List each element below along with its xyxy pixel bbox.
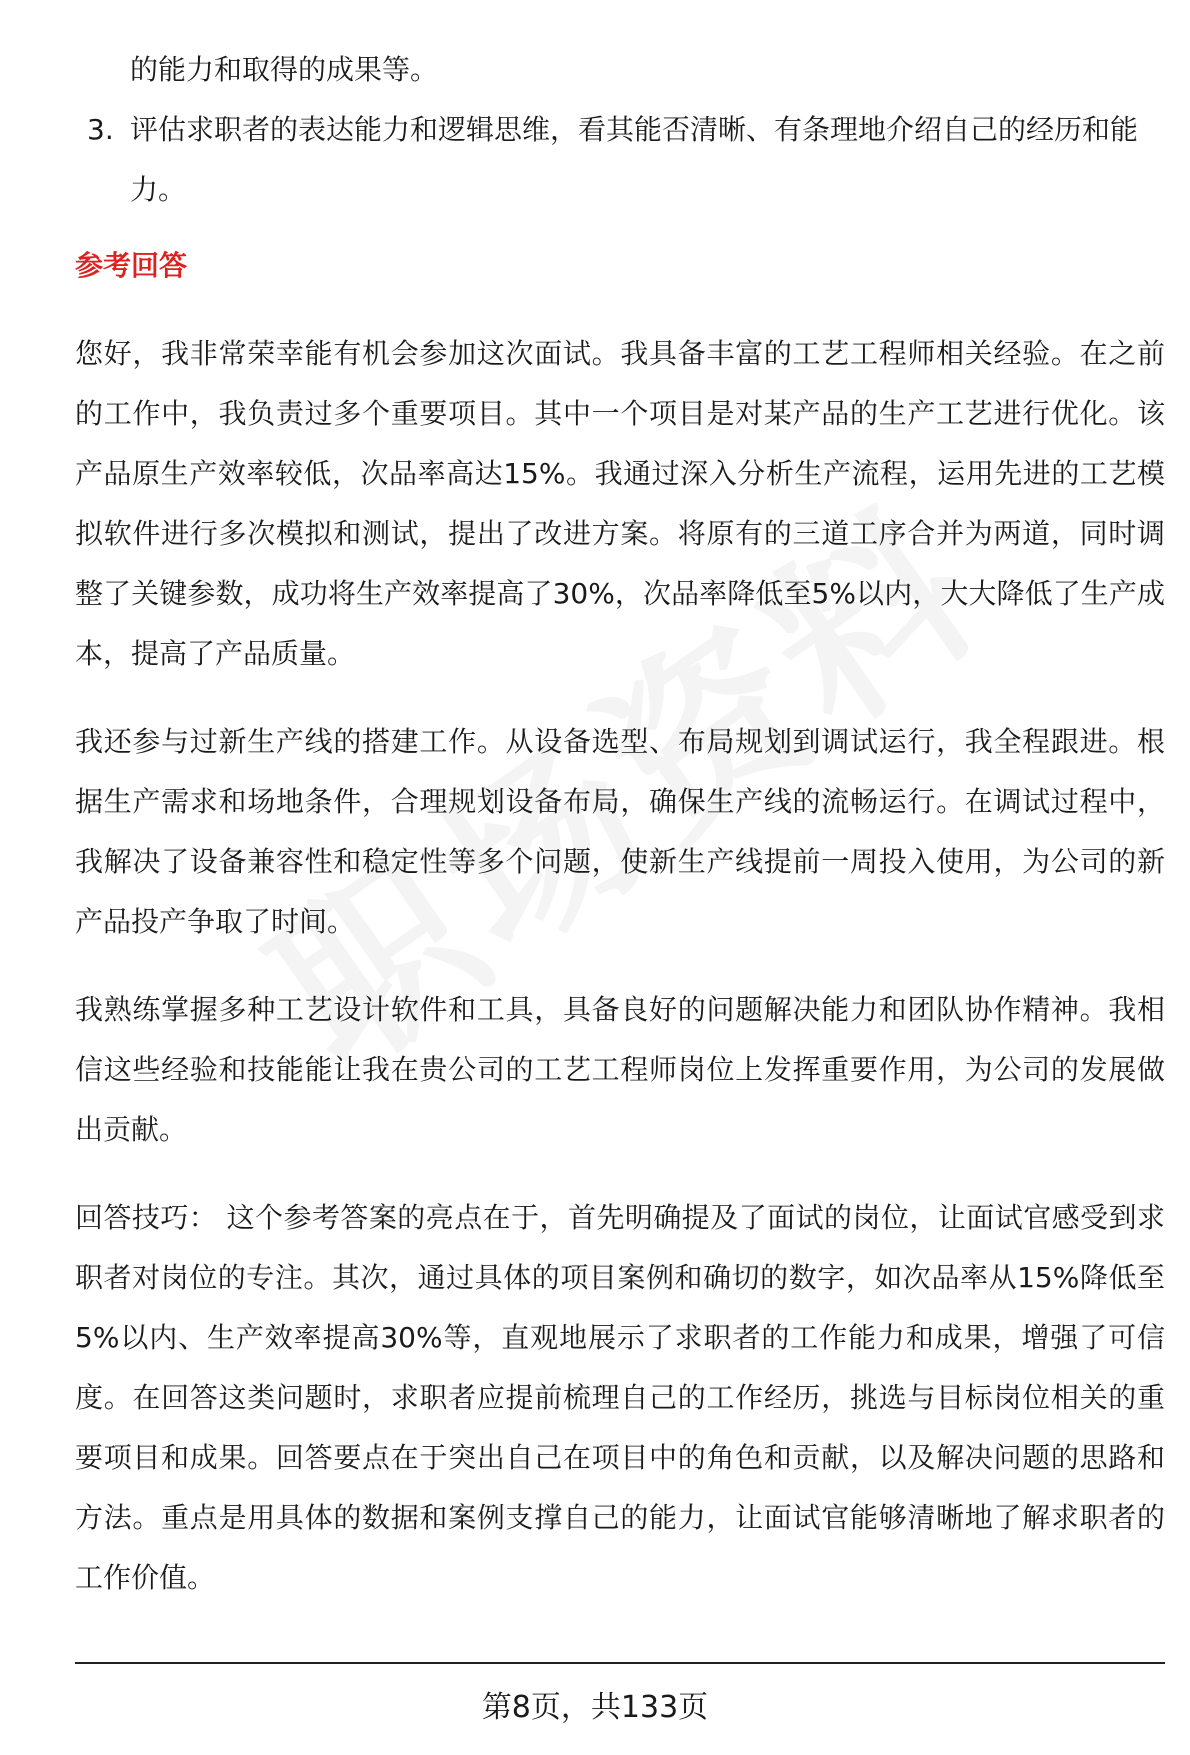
- list-item-continuation: 的能力和取得的成果等。: [130, 53, 439, 86]
- answer-paragraph-3: 我熟练掌握多种工艺设计软件和工具，具备良好的问题解决能力和团队协作精神。我相信这些经验和技能能让我在贵公司的工艺工程师岗位上发挥重要作用，为公司的发展做出贡献。: [75, 993, 1165, 1146]
- answer-tips: 回答技巧： 这个参考答案的亮点在于，首先明确提及了面试的岗位，让面试官感受到求职者对岗位的专注。其次，通过具体的项目案例和确切的数字，如次品率从15%降低至5%以内、生产效率提高30%等，直观地展示了求职者的工作能力和成果，增强了可信度。在回答这类问题时，求职者应提前梳理自己的工作经历，挑选与目标岗位相关的重要项目和成果。回答要点在于突出自己在项目中的角色和贡献，以及解决问题的思路和方法。重点是用具体的数据和案例支撑自己的能力，让面试官能够清晰地了解求职者的工作价值。: [75, 1201, 1165, 1594]
- page-number: 第8页，共133页: [481, 1690, 709, 1725]
- answer-paragraph-1: 您好，我非常荣幸能有机会参加这次面试。我具备丰富的工艺工程师相关经验。在之前的工作中，我负责过多个重要项目。其中一个项目是对某产品的生产工艺进行优化。该产品原生产效率较低，次品率高达15%。我通过深入分析生产流程，运用先进的工艺模拟软件进行多次模拟和测试，提出了改进方案。将原有的三道工序合并为两道，同时调整了关键参数，成功将生产效率提高了30%，次品率降低至5%以内，大大降低了生产成本，提高了产品质量。: [75, 337, 1165, 670]
- list-item-number: 3.: [87, 113, 114, 146]
- list-item-text: 评估求职者的表达能力和逻辑思维，看其能否清晰、有条理地介绍自己的经历和能力。: [130, 113, 1139, 206]
- page-content: [75, 40, 1165, 1608]
- section-title: 参考回答: [75, 249, 188, 282]
- footer-divider: [75, 1662, 1165, 1664]
- list-item-3: [75, 100, 1165, 220]
- answer-paragraph-2: 我还参与过新生产线的搭建工作。从设备选型、布局规划到调试运行，我全程跟进。根据生产需求和场地条件，合理规划设备布局，确保生产线的流畅运行。在调试过程中，我解决了设备兼容性和稳定性等多个问题，使新生产线提前一周投入使用，为公司的新产品投产争取了时间。: [75, 725, 1165, 938]
